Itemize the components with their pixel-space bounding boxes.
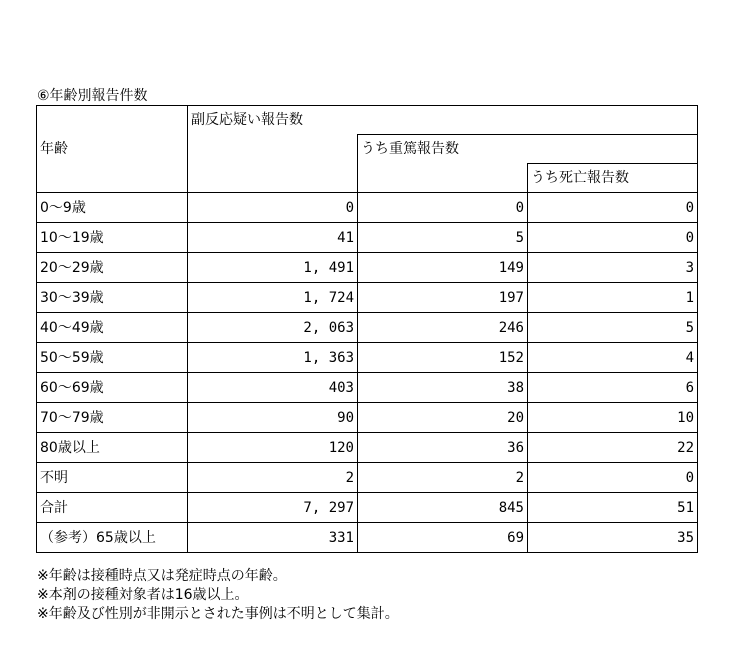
death-count-cell: 0 bbox=[528, 223, 698, 253]
suspected-count-cell: 331 bbox=[188, 523, 358, 553]
serious-count-cell: 149 bbox=[358, 253, 528, 283]
suspected-count-cell: 2, 063 bbox=[188, 313, 358, 343]
death-count-cell: 3 bbox=[528, 253, 698, 283]
serious-count-cell: 38 bbox=[358, 373, 528, 403]
age-report-table bbox=[36, 105, 698, 553]
table-row bbox=[37, 523, 698, 553]
table-row bbox=[37, 283, 698, 313]
table-row bbox=[37, 313, 698, 343]
serious-count-cell: 246 bbox=[358, 313, 528, 343]
table-row bbox=[37, 373, 698, 403]
table-row bbox=[37, 343, 698, 373]
serious-count-cell: 20 bbox=[358, 403, 528, 433]
suspected-count-cell: 0 bbox=[188, 193, 358, 223]
table-row bbox=[37, 463, 698, 493]
table-body bbox=[37, 193, 698, 553]
age-cell: （参考）65歳以上 bbox=[37, 523, 188, 553]
suspected-count-cell: 403 bbox=[188, 373, 358, 403]
header-suspected: 副反応疑い報告数 bbox=[188, 106, 698, 135]
age-cell: 30～39歳 bbox=[37, 283, 188, 313]
serious-count-cell: 2 bbox=[358, 463, 528, 493]
notes bbox=[37, 567, 399, 624]
suspected-count-cell: 1, 491 bbox=[188, 253, 358, 283]
table-row bbox=[37, 493, 698, 523]
serious-count-cell: 69 bbox=[358, 523, 528, 553]
death-count-cell: 35 bbox=[528, 523, 698, 553]
serious-count-cell: 845 bbox=[358, 493, 528, 523]
suspected-count-cell: 7, 297 bbox=[188, 493, 358, 523]
suspected-count-cell: 1, 363 bbox=[188, 343, 358, 373]
table-row bbox=[37, 193, 698, 223]
death-count-cell: 0 bbox=[528, 463, 698, 493]
suspected-count-cell: 120 bbox=[188, 433, 358, 463]
age-cell: 50～59歳 bbox=[37, 343, 188, 373]
death-count-cell: 10 bbox=[528, 403, 698, 433]
serious-count-cell: 152 bbox=[358, 343, 528, 373]
death-count-cell: 51 bbox=[528, 493, 698, 523]
death-count-cell: 5 bbox=[528, 313, 698, 343]
age-cell: 20～29歳 bbox=[37, 253, 188, 283]
death-count-cell: 6 bbox=[528, 373, 698, 403]
header-blank-cell bbox=[358, 164, 528, 193]
death-count-cell: 4 bbox=[528, 343, 698, 373]
age-cell: 60～69歳 bbox=[37, 373, 188, 403]
age-cell: 80歳以上 bbox=[37, 433, 188, 463]
serious-count-cell: 197 bbox=[358, 283, 528, 313]
header-blank-cell bbox=[188, 164, 358, 193]
header-death: うち死亡報告数 bbox=[528, 164, 698, 193]
suspected-count-cell: 41 bbox=[188, 223, 358, 253]
death-count-cell: 22 bbox=[528, 433, 698, 463]
death-count-cell: 1 bbox=[528, 283, 698, 313]
note-line: ※本剤の接種対象者は16歳以上。 bbox=[37, 587, 249, 603]
serious-count-cell: 5 bbox=[358, 223, 528, 253]
age-cell: 40～49歳 bbox=[37, 313, 188, 343]
age-cell: 合計 bbox=[37, 493, 188, 523]
note-line: ※年齢は接種時点又は発症時点の年齢。 bbox=[37, 568, 287, 584]
table-row bbox=[37, 403, 698, 433]
age-cell: 0～9歳 bbox=[37, 193, 188, 223]
header-row-1 bbox=[37, 106, 698, 135]
serious-count-cell: 36 bbox=[358, 433, 528, 463]
suspected-count-cell: 2 bbox=[188, 463, 358, 493]
suspected-count-cell: 1, 724 bbox=[188, 283, 358, 313]
header-serious: うち重篤報告数 bbox=[358, 135, 698, 164]
death-count-cell: 0 bbox=[528, 193, 698, 223]
table-row bbox=[37, 253, 698, 283]
age-cell: 10～19歳 bbox=[37, 223, 188, 253]
age-cell: 70～79歳 bbox=[37, 403, 188, 433]
age-cell: 不明 bbox=[37, 463, 188, 493]
serious-count-cell: 0 bbox=[358, 193, 528, 223]
header-age: 年齢 bbox=[37, 106, 188, 193]
table-row bbox=[37, 223, 698, 253]
suspected-count-cell: 90 bbox=[188, 403, 358, 433]
note-line: ※年齢及び性別が非開示とされた事例は不明として集計。 bbox=[37, 606, 399, 622]
table-row bbox=[37, 433, 698, 463]
header-blank-cell bbox=[188, 135, 358, 164]
table-title: ⑥年齢別報告件数 bbox=[37, 88, 148, 104]
